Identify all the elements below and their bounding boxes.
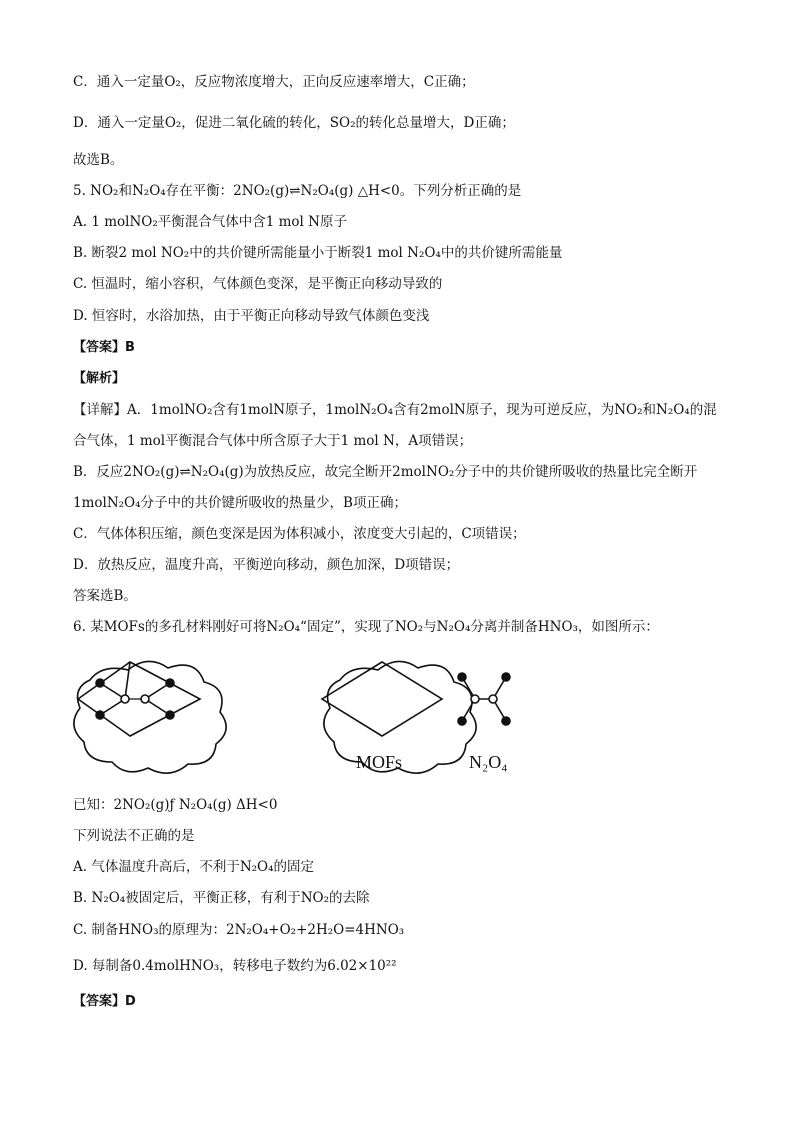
question-5-stem: 5. NO₂和N₂O₄存在平衡：2NO₂(g)⇌N₂O₄(g) △H<0。下列分析正确的是 bbox=[73, 183, 522, 199]
question-6-question: 下列说法不正确的是 bbox=[73, 828, 195, 844]
question-5-option-b: B. 断裂2 mol NO₂中的共价键所需能量小于断裂1 mol N₂O₄中的共价键所需能量 bbox=[73, 245, 563, 261]
question-5-option-d: D. 恒容时，水浴加热，由于平衡正向移动导致气体颜色变浅 bbox=[73, 308, 430, 324]
question-5-answer: 【答案】B bbox=[73, 340, 135, 355]
question-6-known: 已知：2NO₂(g)ƒ N₂O₄(g) ΔH<0 bbox=[73, 797, 278, 813]
question-5-detail-line-4: 1molN₂O₄分子中的共价键所吸收的热量少，B项正确； bbox=[73, 495, 407, 511]
question-5-option-a: A. 1 molNO₂平衡混合气体中含1 mol N原子 bbox=[73, 214, 347, 230]
question-6-answer: 【答案】D bbox=[73, 994, 136, 1009]
option-d-explanation: D．通入一定量O₂，促进二氧化硫的转化，SO₂的转化总量增大，D正确； bbox=[73, 115, 515, 131]
mofs-label: MOFs bbox=[356, 752, 403, 772]
question-5-option-c: C. 恒温时，缩小容积，气体颜色变深，是平衡正向移动导致的 bbox=[73, 276, 443, 292]
question-5-detail-line-1: 【详解】A．1molNO₂含有1molN原子，1molN₂O₄含有2molN原子，现为可逆反应，为NO₂和N₂O₄的混 bbox=[73, 402, 717, 418]
question-6-option-d: D. 每制备0.4molHNO₃，转移电子数约为6.02×10²² bbox=[73, 958, 397, 974]
option-c-explanation: C．通入一定量O₂，反应物浓度增大，正向反应速率增大，C正确； bbox=[73, 74, 475, 90]
question-5-analysis-heading: 【解析】 bbox=[73, 371, 126, 386]
question-5-detail-line-6: D．放热反应，温度升高，平衡逆向移动，颜色加深，D项错误； bbox=[73, 557, 460, 573]
question-6-option-b: B. N₂O₄被固定后，平衡正移，有利于NO₂的去除 bbox=[73, 890, 370, 906]
question-5-detail-line-2: 合气体，1 mol平衡混合气体中所含原子大于1 mol N，A项错误； bbox=[73, 433, 473, 449]
question-6-stem: 6. 某MOFs的多孔材料刚好可将N₂O₄“固定”，实现了NO₂与N₂O₄分离并制备HNO₃，如图所示： bbox=[73, 619, 659, 635]
choose-b: 故选B。 bbox=[73, 152, 124, 168]
n2o4-molecule bbox=[458, 673, 510, 725]
question-5-detail-line-3: B．反应2NO₂(g)⇌N₂O₄(g)为放热反应，故完全断开2molNO₂分子中的共价键所吸收的热量比完全断开 bbox=[73, 464, 698, 480]
question-5-choose: 答案选B。 bbox=[73, 588, 137, 604]
n2o4-label: N₂O₄ bbox=[469, 752, 508, 772]
question-6-option-c: C. 制备HNO₃的原理为：2N₂O₄+O₂+2H₂O=4HNO₃ bbox=[73, 922, 405, 938]
mofs-with-n2o4-diagram bbox=[74, 661, 226, 773]
question-5-detail-line-5: C．气体体积压缩，颜色变深是因为体积减小，浓度变大引起的，C项错误； bbox=[73, 526, 526, 542]
question-6-option-a: A. 气体温度升高后，不利于N₂O₄的固定 bbox=[73, 859, 315, 875]
